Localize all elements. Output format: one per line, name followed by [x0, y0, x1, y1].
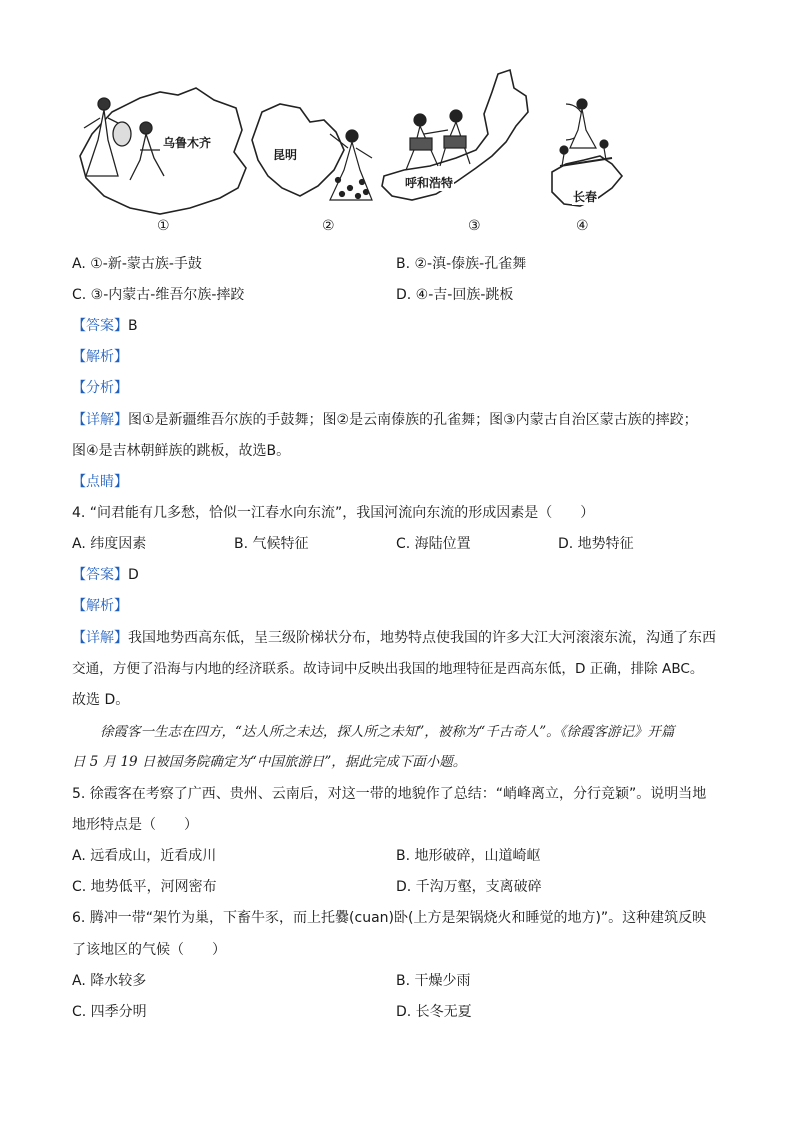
q4-option-a: A. 纬度因素	[72, 536, 147, 552]
q6-option-d: D. 长冬无夏	[396, 1004, 472, 1020]
q3-option-b: B. ②-滇-傣族-孔雀舞	[396, 256, 527, 272]
map-label-changchun: 长春	[573, 190, 598, 204]
q3-answer	[72, 316, 138, 336]
q6-option-b: B. 干燥少雨	[396, 973, 471, 989]
q4-option-b: B. 气候特征	[234, 536, 309, 552]
q4-stem: 4. “问君能有几多愁，恰似一江春水向东流”，我国河流向东流的形成因素是（ ）	[72, 505, 595, 521]
q5-stem-line-2: 地形特点是（ ）	[72, 817, 198, 833]
q3-option-c: C. ③-内蒙古-维吾尔族-摔跤	[72, 287, 245, 303]
map-number-3: ③	[468, 218, 481, 234]
q4-detail-line-1	[72, 628, 716, 648]
dianjing-tag: 【点睛】	[72, 474, 128, 490]
q4-detail-line-3: 故选 D。	[72, 692, 130, 708]
q5-option-d: D. 千沟万壑，支离破碎	[396, 879, 542, 895]
map-label-kunming: 昆明	[273, 148, 298, 162]
detail-text: 图①是新疆维吾尔族的手鼓舞；图②是云南傣族的孔雀舞；图③内蒙古自治区蒙古族的摔跤；	[128, 412, 698, 428]
q6-stem-line-2: 了该地区的气候（ ）	[72, 942, 226, 958]
q3-option-a: A. ①-新-蒙古族-手鼓	[72, 256, 202, 272]
q4-detail-line-2: 交通，方便了沿海与内地的经济联系。故诗词中反映出我国的地理特征是西高东低，D 正确，排除 ABC。	[72, 661, 704, 677]
q5-option-b: B. 地形破碎，山道崎岖	[396, 848, 541, 864]
fenxi-tag: 【分析】	[72, 380, 128, 396]
map-label-urumqi: 乌鲁木齐	[163, 136, 212, 150]
map-number-4: ④	[576, 218, 589, 234]
q3-detail-line-2: 图④是吉林朝鲜族的跳板，故选B。	[72, 443, 291, 459]
map-number-2: ②	[322, 218, 335, 234]
q5-stem-line-1: 5. 徐霞客在考察了广西、贵州、云南后，对这一带的地貌作了总结：“峭峰离立，分行竞颖”。说明当地	[72, 786, 707, 802]
answer-tag: 【答案】	[72, 318, 128, 334]
answer-tag: 【答案】	[72, 567, 128, 583]
passage-line-1: 徐霞客一生志在四方，“达人所之未达，探人所之未知”，被称为“千古奇人”。《徐霞客游记》开篇	[100, 724, 675, 740]
analysis-tag: 【解析】	[72, 598, 128, 614]
q5-option-c: C. 地势低平，河网密布	[72, 879, 217, 895]
map-number-1: ①	[157, 218, 170, 234]
q3-option-d: D. ④-吉-回族-跳板	[396, 287, 514, 303]
seesaw-jumper-icon	[560, 99, 612, 166]
q6-stem-line-1: 6. 腾冲一带“架竹为巢，下畜牛豕，而上托爨(cuan)卧(上方是架锅烧火和睡觉的地方)”。这种建筑反映	[72, 910, 707, 926]
detail-tag: 【详解】	[72, 630, 128, 646]
q6-option-c: C. 四季分明	[72, 1004, 147, 1020]
answer-value: B	[128, 318, 138, 334]
detail-tag: 【详解】	[72, 412, 128, 428]
passage-line-2: 日 5 月 19 日被国务院确定为“中国旅游日”，据此完成下面小题。	[72, 754, 467, 770]
analysis-tag: 【解析】	[72, 349, 128, 365]
answer-value: D	[128, 567, 139, 583]
map-label-hohhot: 呼和浩特	[405, 176, 454, 190]
q3-detail-line-1	[72, 410, 698, 430]
q4-option-d: D. 地势特征	[558, 536, 634, 552]
q4-option-c: C. 海陆位置	[396, 536, 471, 552]
q6-option-a: A. 降水较多	[72, 973, 147, 989]
q5-option-a: A. 远看成山，近看成川	[72, 848, 217, 864]
q4-answer	[72, 565, 139, 585]
detail-text: 我国地势西高东低，呈三级阶梯状分布，地势特点使我国的许多大江大河滚滚东流，沟通了东西	[128, 630, 716, 646]
